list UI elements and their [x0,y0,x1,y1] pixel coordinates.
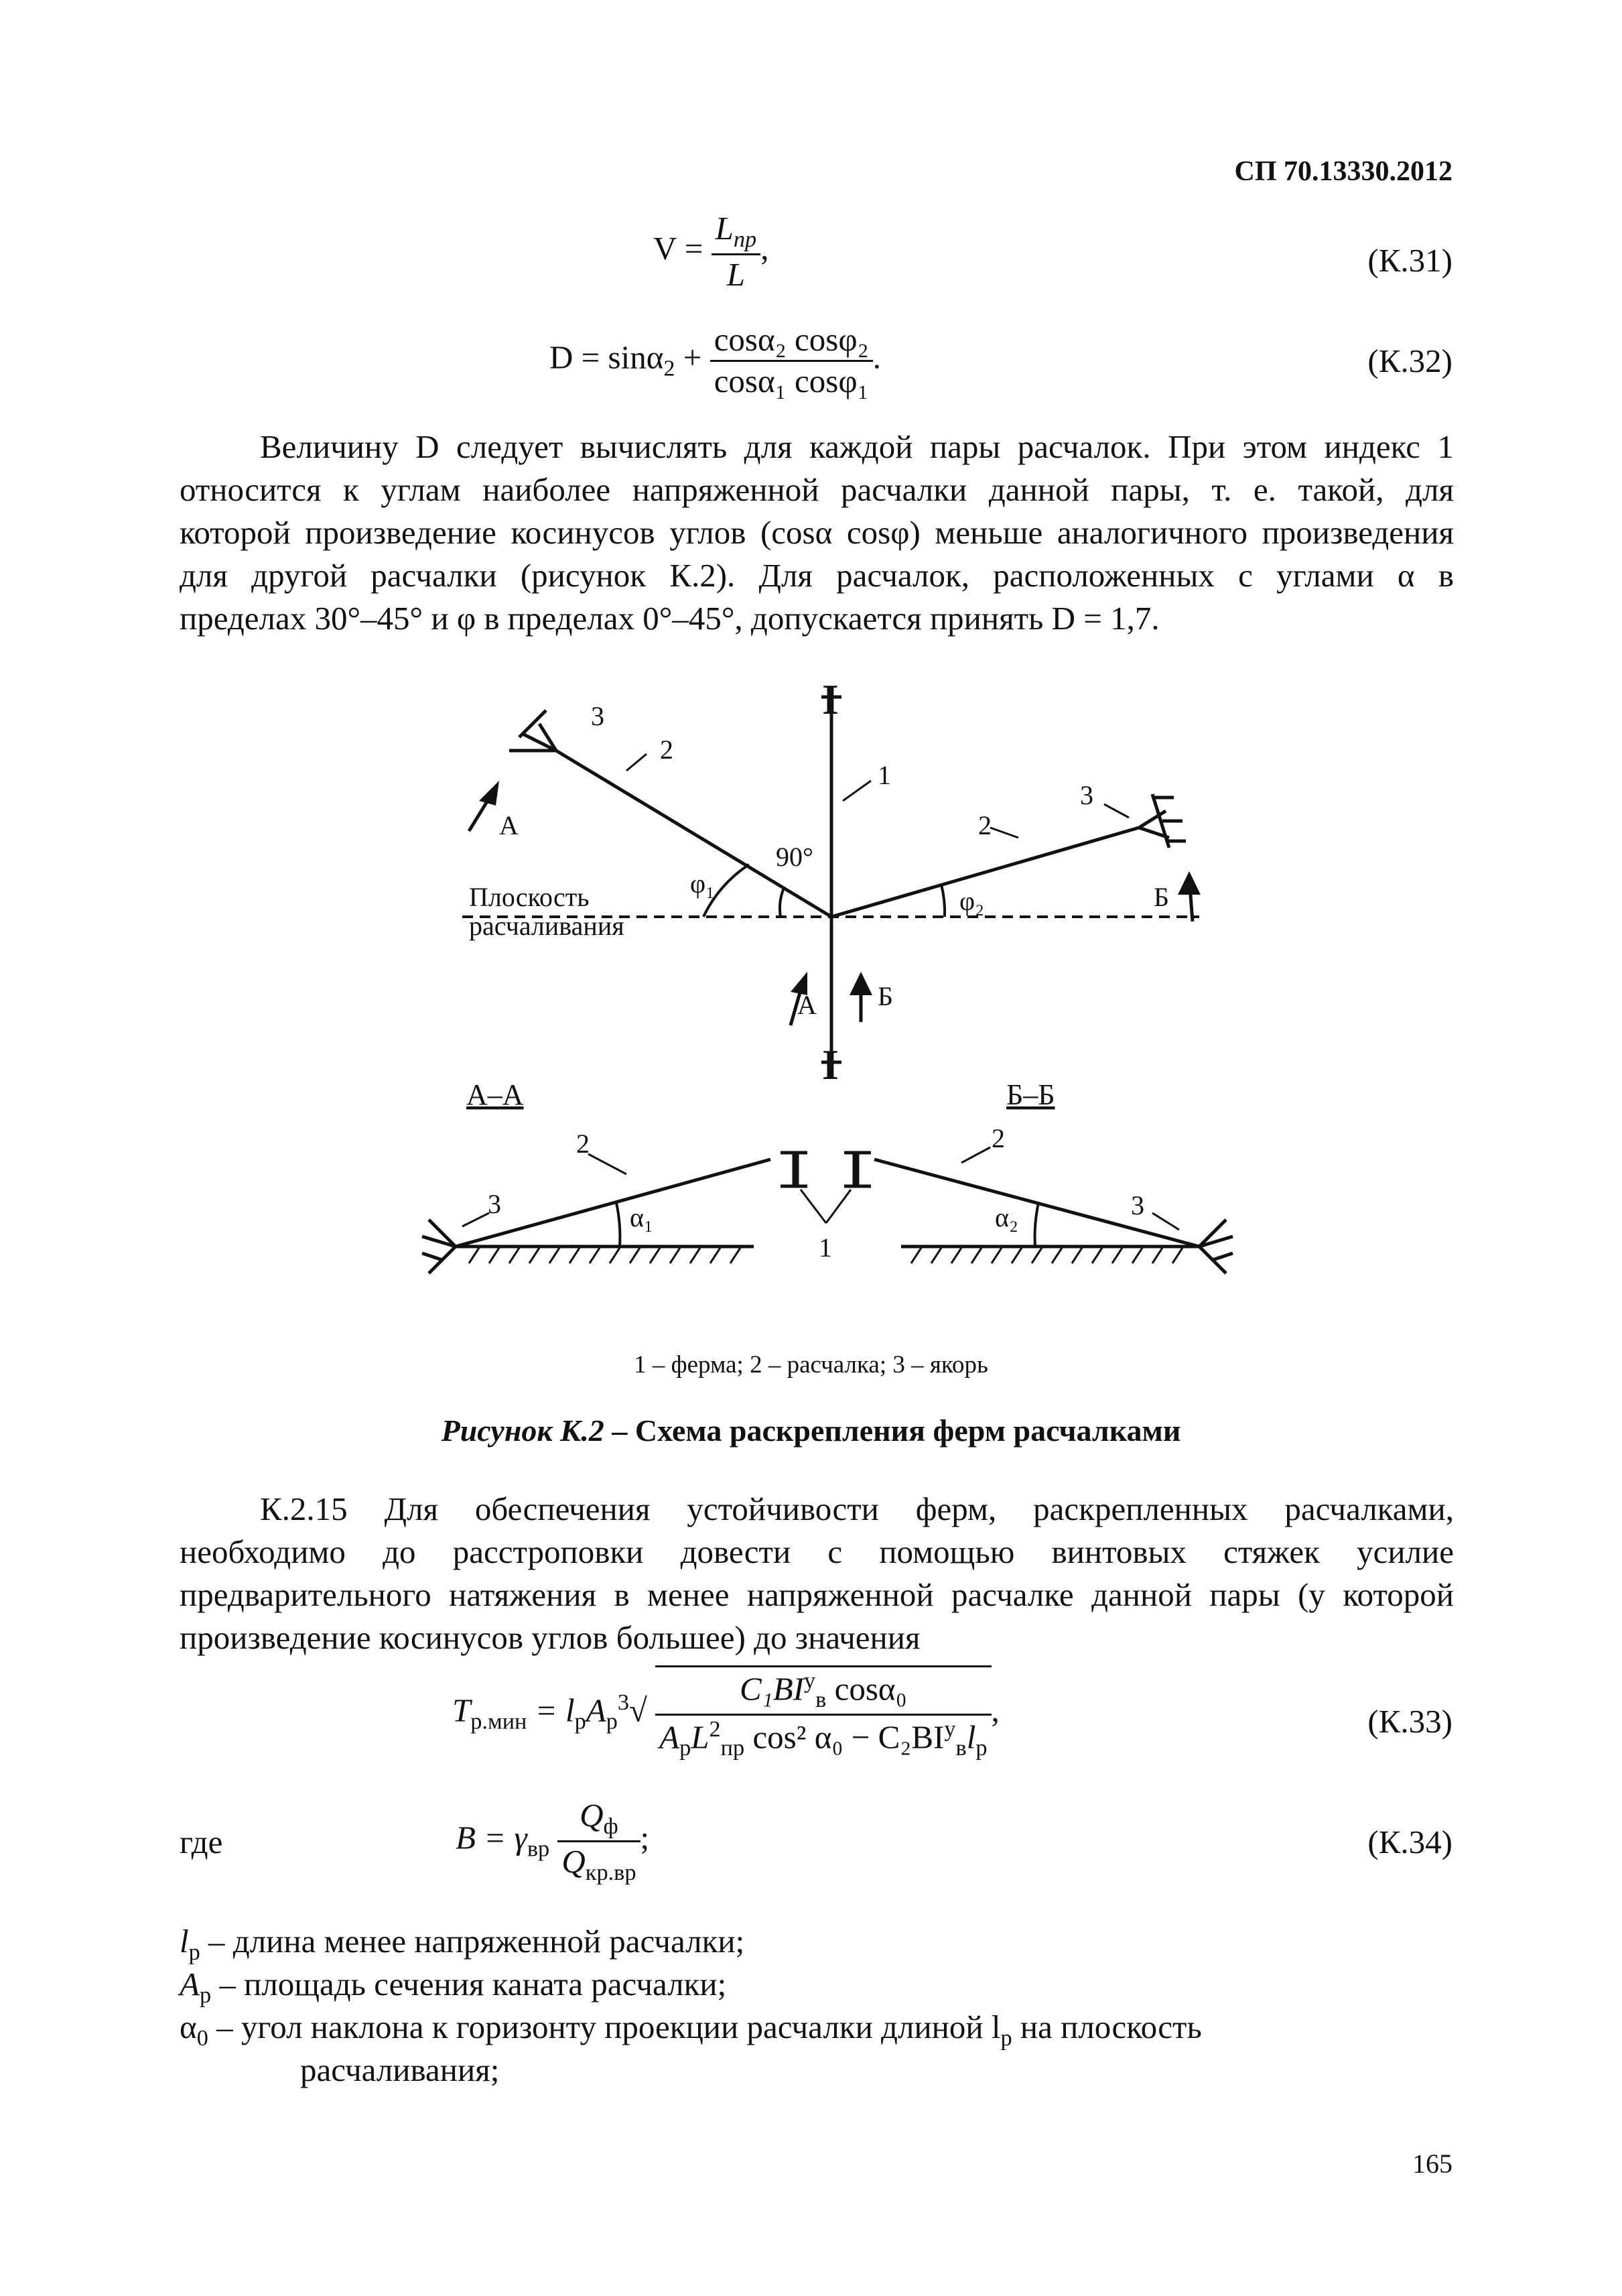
formula-lhs: V = [653,230,703,267]
label-3-aa: 3 [488,1189,501,1219]
label-3-left: 3 [591,701,604,731]
anchor-aa [422,1220,456,1273]
where-word: где [180,1824,223,1860]
label-b-right: Б [1154,882,1169,912]
truss-channel-sections [781,1153,871,1223]
label-2-left: 2 [660,735,673,765]
label-phi2: φ₂ [959,886,985,916]
alpha1-arc [616,1203,620,1247]
label-2-aa: 2 [576,1129,590,1159]
paragraph-line: Величину D следует вычислять для каждой пары расчалок. При этом индекс 1 [260,428,1454,465]
formula-k34: $B = \gamma_{вр}$ $\frac{Q_ф}{Q_{кр.вр}}$ ; [456,1796,649,1887]
label-plane-2: расчаливания [469,911,624,941]
anchor-left-top [509,710,556,751]
paragraph-line: для другой расчалки (рисунок К.2). Для расчалок, расположенных с углами α в [180,557,1454,594]
paragraph-line: К.2.15 Для обеспечения устойчивости ферм, раскрепленных расчалками, [260,1490,1454,1527]
equation-label-k34: (К.34) [1367,1824,1452,1860]
figure-legend: 1 – ферма; 2 – расчалка; 3 – якорь [634,1351,988,1379]
equation-label-k31: (К.31) [1367,242,1452,279]
right-guy-line [831,828,1139,917]
label-a-top: А [499,810,519,840]
paragraph-line: которой произведение косинусов углов (cosα cosφ) меньше аналогичного произведения [180,514,1454,551]
label-1-section: 1 [819,1232,832,1263]
definition-lp: $l_р$ – длина менее напряженной расчалки; [180,1923,745,1965]
formula-fraction: $\frac{Q_ф}{Q_{кр.вр}}$ [557,1796,640,1887]
roman-i-bottom: I [822,1041,839,1088]
label-3-bb: 3 [1131,1190,1144,1220]
paragraph-line: относится к углам наиболее напряженной расчалки данной пары, т. е. такой, для [180,471,1454,508]
roman-i-top: I [822,676,839,723]
paragraph-line: необходимо до расстроповки довести с помощью винтовых стяжек усилие [180,1533,1454,1570]
label-2-bb: 2 [992,1123,1005,1153]
view-a-a: А–А [466,1078,524,1111]
paragraph-line: произведение косинусов углов большее) до значения [180,1619,921,1656]
arrowhead-a-top [479,781,499,806]
paragraph-k2-15 [180,1488,1454,1659]
label-1: 1 [878,760,891,790]
equation-label-k33: (К.33) [1367,1703,1452,1740]
equation-label-k32: (К.32) [1367,342,1452,379]
figure-title: Рисунок К.2 – Схема раскрепления ферм расчалками [441,1413,1181,1448]
label-3-right: 3 [1080,780,1093,810]
document-code: СП 70.13330.2012 [1234,156,1452,187]
label-alpha1: α₁ [630,1202,653,1232]
formula-k33: $T_{р.мин} = l_рA_р^3√$ $\frac{C_1BI^у_в \cos\alpha_0}{A_рL^2_{пр} \cos^2 \alpha_0 - C_2BI^у_вl_р}$ , [452,1665,1000,1763]
label-plane-1: Плоскость [469,882,590,912]
formula-radicand: $\frac{C_1BI^у_в \cos\alpha_0}{A_рL^2_{пр} \cos^2 \alpha_0 - C_2BI^у_вl_р}$ [655,1665,991,1763]
label-2-right: 2 [978,810,992,840]
paragraph-line: пределах 30°–45° и φ в пределах 0°–45°, допускается принять D = 1,7. [180,600,1160,637]
formula-k32: D = sinα$_2$ + $\frac{\text{cosα₂ cosφ₂}}{\text{cosα₁ cosφ₁}}$ . [549,320,881,401]
anchor-right-top [1139,794,1186,848]
right-angle-arc [780,888,784,917]
label-phi1: φ₁ [690,869,716,899]
guy-line-bb [874,1159,1199,1247]
formula-k31: V = $\frac{L_{пр}}{L}$ , [653,209,768,295]
view-b-b: Б–Б [1006,1078,1055,1111]
paragraph-line: предварительного натяжения в менее напряженной расчалке данной пары (у которой [180,1576,1454,1613]
ground-hatch-right [911,1248,1182,1263]
arrowhead-b-bottom [850,972,872,995]
formula-fraction: $\frac{\text{cosα₂ cosφ₂}}{\text{cosα₁ cosφ₁}}$ [710,320,873,401]
phi2-arc [941,885,945,917]
arrowhead-b-right [1178,871,1201,895]
alpha2-arc [1035,1203,1038,1247]
page-number: 165 [1412,2149,1452,2179]
label-b-bottom: Б [878,981,893,1011]
definition-alpha0: $\alpha_0$ – угол наклона к горизонту проекции расчалки длиной $l_р$ на плоскость [180,2008,1202,2051]
definition-alpha0-continued: расчаливания; [300,2051,500,2088]
ground-hatch-left [469,1248,740,1263]
definition-ap: $A_р$ – площадь сечения каната расчалки; [180,1966,727,2008]
guy-line-aa [456,1159,770,1247]
anchor-bb [1199,1220,1233,1273]
formula-lhs: D = sinα [549,338,664,376]
label-a-bottom: А [797,990,817,1020]
label-90: 90° [776,842,813,872]
formula-fraction: $\frac{L_{пр}}{L}$ [712,209,761,295]
label-alpha2: α₂ [995,1202,1018,1232]
